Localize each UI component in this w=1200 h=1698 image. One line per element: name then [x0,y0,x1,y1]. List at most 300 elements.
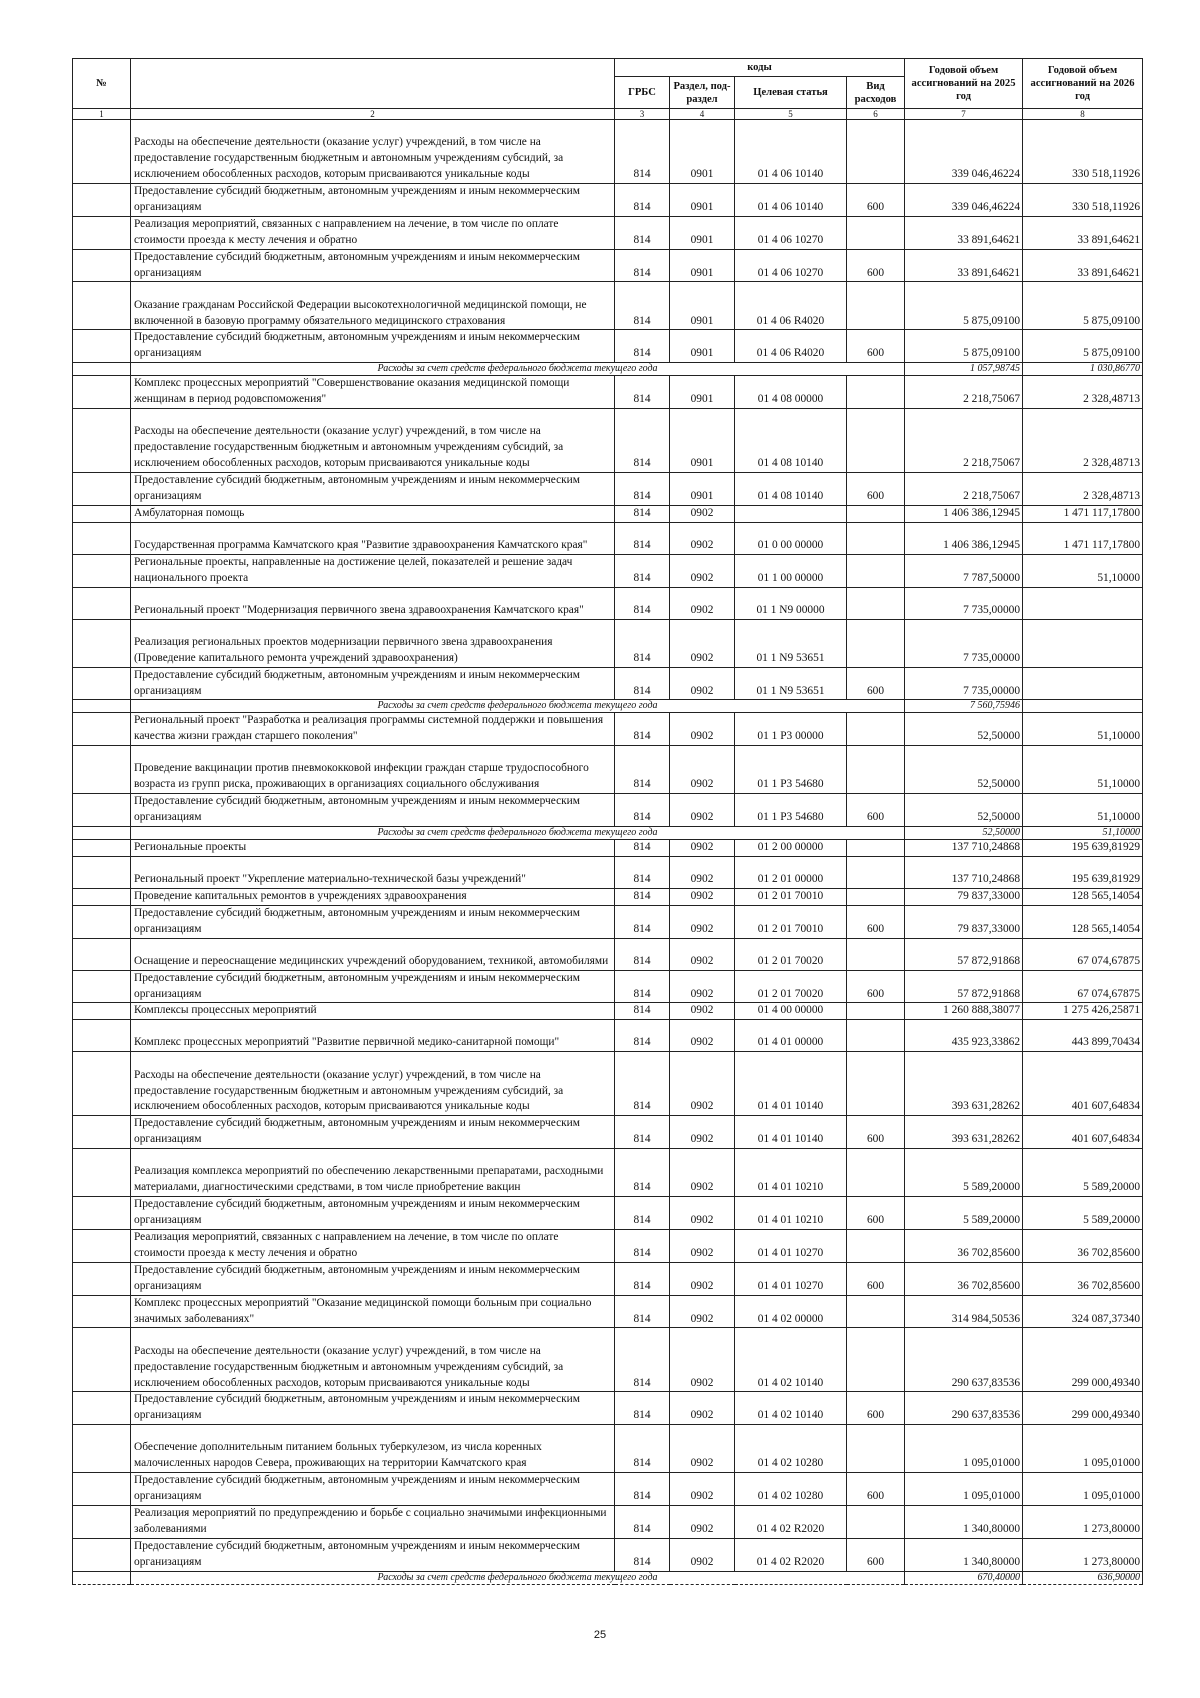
amount-2025-cell: 7 560,75946 [905,700,1023,713]
amount-2026-cell: 330 518,11926 [1023,184,1143,217]
row-number-cell [73,794,131,827]
amount-2025-cell: 5 875,09100 [905,282,1023,330]
amount-2025-cell: 435 923,33862 [905,1020,1023,1052]
amount-2025-cell: 1 340,80000 [905,1538,1023,1571]
table-row [73,667,1143,700]
table-row [73,330,1143,363]
amount-2026-cell: 401 607,64834 [1023,1052,1143,1116]
row-number-cell [73,1425,131,1473]
amount-2026-cell [1023,619,1143,667]
section-cell: 0902 [670,713,735,746]
expense-type-cell [847,856,905,888]
target-article-cell [735,505,847,522]
amount-2026-cell [1023,700,1143,713]
expense-name-cell: Предоставление субсидий бюджетным, автономным учреждениям и иным некоммерческим организациям [131,1197,615,1230]
section-cell: 0902 [670,554,735,587]
amount-2026-cell: 51,10000 [1023,794,1143,827]
table-body [73,120,1143,1585]
expense-name-cell: Реализация мероприятий, связанных с направлением на лечение, в том числе по оплате стоимости проезда к месту лечения и обратно [131,216,615,249]
table-row [73,1538,1143,1571]
row-number-cell [73,938,131,970]
grbs-cell: 814 [615,1425,670,1473]
federal-budget-row [73,1571,1143,1584]
colnum: 2 [131,109,615,120]
colnum: 7 [905,109,1023,120]
expense-name-cell: Реализация региональных проектов модернизации первичного звена здравоохранения (Проведение капитального ремонта учреждений здравоохранения) [131,619,615,667]
section-cell: 0902 [670,888,735,905]
expense-type-cell [847,1506,905,1539]
row-number-cell [73,249,131,282]
federal-budget-label: Расходы за счет средств федерального бюджета текущего года [131,363,905,376]
expense-name-cell: Региональный проект "Укрепление материально-технической базы учреждений" [131,856,615,888]
target-article-cell: 01 4 02 00000 [735,1295,847,1328]
grbs-cell: 814 [615,587,670,619]
header-target: Целевая статья [735,77,847,109]
expense-type-cell: 600 [847,184,905,217]
table-row [73,1262,1143,1295]
table-row [73,505,1143,522]
row-number-cell [73,184,131,217]
section-cell: 0902 [670,970,735,1003]
target-article-cell: 01 2 01 00000 [735,856,847,888]
expense-name-cell: Предоставление субсидий бюджетным, автономным учреждениям и иным некоммерческим организациям [131,1262,615,1295]
expense-name-cell: Государственная программа Камчатского края "Развитие здравоохранения Камчатского края" [131,522,615,554]
amount-2025-cell: 57 872,91868 [905,938,1023,970]
amount-2025-cell: 36 702,85600 [905,1262,1023,1295]
expense-type-cell [847,554,905,587]
section-cell: 0902 [670,505,735,522]
target-article-cell: 01 1 N9 53651 [735,619,847,667]
amount-2026-cell: 1 275 426,25871 [1023,1003,1143,1020]
section-cell: 0902 [670,1425,735,1473]
row-number-cell [73,1052,131,1116]
table-row [73,1230,1143,1263]
target-article-cell: 01 2 01 70010 [735,905,847,938]
expense-name-cell: Амбулаторная помощь [131,505,615,522]
section-cell: 0902 [670,1116,735,1149]
amount-2025-cell: 33 891,64621 [905,216,1023,249]
colnum: 6 [847,109,905,120]
table-row [73,587,1143,619]
federal-budget-label: Расходы за счет средств федерального бюджета текущего года [131,700,905,713]
row-number-cell [73,840,131,857]
table-row [73,376,1143,409]
amount-2025-cell: 137 710,24868 [905,840,1023,857]
expense-type-cell [847,1328,905,1392]
header-vol-2025: Годовой объем ассигнований на 2025 год [905,59,1023,109]
header-grbs: ГРБС [615,77,670,109]
section-cell: 0901 [670,376,735,409]
target-article-cell: 01 4 01 10270 [735,1230,847,1263]
grbs-cell: 814 [615,794,670,827]
target-article-cell: 01 1 N9 53651 [735,667,847,700]
expense-type-cell: 600 [847,667,905,700]
amount-2025-cell: 33 891,64621 [905,249,1023,282]
amount-2026-cell: 2 328,48713 [1023,376,1143,409]
amount-2025-cell: 79 837,33000 [905,905,1023,938]
section-cell: 0902 [670,1262,735,1295]
amount-2025-cell: 137 710,24868 [905,856,1023,888]
expense-type-cell [847,713,905,746]
grbs-cell: 814 [615,330,670,363]
expense-name-cell: Предоставление субсидий бюджетным, автономным учреждениям и иным некоммерческим организациям [131,1116,615,1149]
expense-name-cell: Реализация мероприятий, связанных с направлением на лечение, в том числе по оплате стоимости проезда к месту лечения и обратно [131,1230,615,1263]
expense-type-cell [847,409,905,473]
header-codes: коды [615,59,905,77]
amount-2025-cell: 1 260 888,38077 [905,1003,1023,1020]
target-article-cell: 01 4 02 10140 [735,1328,847,1392]
federal-budget-row [73,700,1143,713]
section-cell: 0902 [670,522,735,554]
row-number-cell [73,888,131,905]
amount-2026-cell: 324 087,37340 [1023,1295,1143,1328]
amount-2026-cell: 636,90000 [1023,1571,1143,1584]
amount-2025-cell: 7 787,50000 [905,554,1023,587]
grbs-cell: 814 [615,249,670,282]
expense-name-cell: Расходы на обеспечение деятельности (оказание услуг) учреждений, в том числе на предоставление государственным бюджетным и автономным учреждениям субсидий, за исключением обособленных расходов, которым присваиваются уникальные коды [131,1328,615,1392]
grbs-cell: 814 [615,282,670,330]
expense-name-cell: Обеспечение дополнительным питанием больных туберкулезом, из числа коренных малочисленных народов Севера, проживающих на территории Камчатского края [131,1425,615,1473]
amount-2026-cell: 51,10000 [1023,746,1143,794]
expense-type-cell: 600 [847,1538,905,1571]
amount-2025-cell: 1 095,01000 [905,1425,1023,1473]
expense-type-cell [847,1149,905,1197]
table-row [73,905,1143,938]
section-cell: 0901 [670,282,735,330]
amount-2026-cell: 33 891,64621 [1023,216,1143,249]
table-row [73,938,1143,970]
grbs-cell: 814 [615,1197,670,1230]
expense-name-cell: Реализация комплекса мероприятий по обеспечению лекарственными препаратами, расходными материалами, диагностическими средствами, в том числе приобретение вакцин [131,1149,615,1197]
row-number-cell [73,505,131,522]
amount-2026-cell: 36 702,85600 [1023,1262,1143,1295]
expense-name-cell: Оказание гражданам Российской Федерации высокотехнологичной медицинской помощи, не включенной в базовую программу обязательного медицинского страхования [131,282,615,330]
section-cell: 0902 [670,1197,735,1230]
amount-2026-cell: 5 589,20000 [1023,1197,1143,1230]
row-number-cell [73,522,131,554]
amount-2026-cell: 1 273,80000 [1023,1506,1143,1539]
expense-name-cell: Реализация мероприятий по предупреждению и борьбе с социально значимыми инфекционными заболеваниями [131,1506,615,1539]
row-number-cell [73,667,131,700]
section-cell: 0902 [670,587,735,619]
amount-2026-cell: 1 095,01000 [1023,1473,1143,1506]
grbs-cell: 814 [615,667,670,700]
target-article-cell: 01 4 02 10280 [735,1473,847,1506]
grbs-cell: 814 [615,888,670,905]
table-row [73,1116,1143,1149]
grbs-cell: 814 [615,840,670,857]
row-number-cell [73,1392,131,1425]
row-number-cell [73,619,131,667]
row-number-cell [73,1230,131,1263]
expense-name-cell: Расходы на обеспечение деятельности (оказание услуг) учреждений, в том числе на предоставление государственным бюджетным и автономным учреждениям субсидий, за исключением обособленных расходов, которым присваиваются уникальные коды [131,409,615,473]
target-article-cell: 01 4 00 00000 [735,1003,847,1020]
amount-2025-cell: 339 046,46224 [905,184,1023,217]
amount-2026-cell: 51,10000 [1023,827,1143,840]
row-number-cell [73,1295,131,1328]
table-row [73,282,1143,330]
budget-table [72,58,1143,1585]
expense-type-cell [847,120,905,184]
section-cell: 0902 [670,667,735,700]
expense-name-cell: Предоставление субсидий бюджетным, автономным учреждениям и иным некоммерческим организациям [131,794,615,827]
section-cell: 0902 [670,1149,735,1197]
expense-type-cell [847,888,905,905]
expense-type-cell [847,282,905,330]
expense-name-cell: Предоставление субсидий бюджетным, автономным учреждениям и иным некоммерческим организациям [131,667,615,700]
amount-2026-cell: 195 639,81929 [1023,856,1143,888]
amount-2025-cell: 1 340,80000 [905,1506,1023,1539]
expense-name-cell: Предоставление субсидий бюджетным, автономным учреждениям и иным некоммерческим организациям [131,1538,615,1571]
amount-2026-cell: 1 273,80000 [1023,1538,1143,1571]
target-article-cell: 01 1 P3 54680 [735,746,847,794]
table-row [73,840,1143,857]
table-row [73,216,1143,249]
expense-name-cell: Предоставление субсидий бюджетным, автономным учреждениям и иным некоммерческим организациям [131,970,615,1003]
expense-name-cell: Комплекс процессных мероприятий "Развитие первичной медико-санитарной помощи" [131,1020,615,1052]
federal-budget-row [73,363,1143,376]
row-number-cell [73,970,131,1003]
colnum: 1 [73,109,131,120]
table-row [73,1003,1143,1020]
section-cell: 0902 [670,1506,735,1539]
expense-type-cell [847,1020,905,1052]
row-number-cell [73,282,131,330]
expense-type-cell: 600 [847,1473,905,1506]
amount-2025-cell: 7 735,00000 [905,667,1023,700]
table-row [73,409,1143,473]
amount-2025-cell: 5 875,09100 [905,330,1023,363]
section-cell: 0902 [670,840,735,857]
row-number-cell [73,700,131,713]
row-number-cell [73,746,131,794]
amount-2025-cell: 670,40000 [905,1571,1023,1584]
table-header [73,59,1143,120]
amount-2026-cell: 51,10000 [1023,554,1143,587]
table-row [73,1020,1143,1052]
target-article-cell: 01 1 N9 00000 [735,587,847,619]
row-number-cell [73,216,131,249]
amount-2026-cell: 195 639,81929 [1023,840,1143,857]
colnum: 4 [670,109,735,120]
target-article-cell: 01 4 06 10270 [735,216,847,249]
target-article-cell: 01 4 06 R4020 [735,330,847,363]
amount-2026-cell: 1 030,86770 [1023,363,1143,376]
target-article-cell: 01 4 06 10140 [735,120,847,184]
expense-type-cell: 600 [847,1392,905,1425]
table-row [73,120,1143,184]
expense-type-cell [847,376,905,409]
table-row [73,1425,1143,1473]
row-number-cell [73,120,131,184]
target-article-cell: 01 1 00 00000 [735,554,847,587]
expense-name-cell: Региональные проекты [131,840,615,857]
amount-2025-cell: 52,50000 [905,746,1023,794]
expense-type-cell: 600 [847,330,905,363]
expense-type-cell: 600 [847,1197,905,1230]
colnum: 8 [1023,109,1143,120]
table-row [73,473,1143,506]
target-article-cell: 01 1 P3 54680 [735,794,847,827]
section-cell: 0902 [670,619,735,667]
table-row [73,1328,1143,1392]
row-number-cell [73,1020,131,1052]
amount-2025-cell: 7 735,00000 [905,587,1023,619]
federal-budget-label: Расходы за счет средств федерального бюджета текущего года [131,1571,905,1584]
header-section: Раздел, под-раздел [670,77,735,109]
section-cell: 0901 [670,184,735,217]
expense-name-cell: Оснащение и переоснащение медицинских учреждений оборудованием, техникой, автомобилями [131,938,615,970]
row-number-cell [73,1262,131,1295]
amount-2025-cell: 57 872,91868 [905,970,1023,1003]
amount-2025-cell: 2 218,75067 [905,376,1023,409]
amount-2025-cell: 393 631,28262 [905,1052,1023,1116]
grbs-cell: 814 [615,1538,670,1571]
amount-2026-cell: 1 471 117,17800 [1023,505,1143,522]
amount-2025-cell: 2 218,75067 [905,473,1023,506]
amount-2026-cell: 1 095,01000 [1023,1425,1143,1473]
table-row [73,746,1143,794]
expense-name-cell: Расходы на обеспечение деятельности (оказание услуг) учреждений, в том числе на предоставление государственным бюджетным и автономным учреждениям субсидий, за исключением обособленных расходов, которым присваиваются уникальные коды [131,120,615,184]
target-article-cell: 01 2 01 70010 [735,888,847,905]
amount-2026-cell: 51,10000 [1023,713,1143,746]
expense-name-cell: Проведение капитальных ремонтов в учреждениях здравоохранения [131,888,615,905]
target-article-cell: 01 4 08 10140 [735,473,847,506]
grbs-cell: 814 [615,1116,670,1149]
section-cell: 0902 [670,1230,735,1263]
amount-2026-cell: 443 899,70434 [1023,1020,1143,1052]
grbs-cell: 814 [615,746,670,794]
grbs-cell: 814 [615,1020,670,1052]
table-row [73,794,1143,827]
amount-2026-cell: 5 875,09100 [1023,330,1143,363]
grbs-cell: 814 [615,970,670,1003]
row-number-cell [73,1571,131,1584]
expense-name-cell: Проведение вакцинации против пневмококковой инфекции граждан старше трудоспособного возраста из групп риска, проживающих в организациях социального обслуживания [131,746,615,794]
grbs-cell: 814 [615,619,670,667]
row-number-cell [73,713,131,746]
amount-2026-cell: 2 328,48713 [1023,473,1143,506]
table-row [73,1149,1143,1197]
amount-2025-cell: 79 837,33000 [905,888,1023,905]
amount-2025-cell: 393 631,28262 [905,1116,1023,1149]
grbs-cell: 814 [615,905,670,938]
expense-type-cell [847,840,905,857]
section-cell: 0902 [670,1392,735,1425]
amount-2026-cell: 299 000,49340 [1023,1328,1143,1392]
grbs-cell: 814 [615,856,670,888]
expense-name-cell: Предоставление субсидий бюджетным, автономным учреждениям и иным некоммерческим организациям [131,905,615,938]
grbs-cell: 814 [615,1506,670,1539]
target-article-cell: 01 2 01 70020 [735,938,847,970]
target-article-cell: 01 4 02 R2020 [735,1506,847,1539]
grbs-cell: 814 [615,1149,670,1197]
section-cell: 0902 [670,1473,735,1506]
target-article-cell: 01 4 08 00000 [735,376,847,409]
expense-name-cell: Предоставление субсидий бюджетным, автономным учреждениям и иным некоммерческим организациям [131,1473,615,1506]
target-article-cell: 01 1 P3 00000 [735,713,847,746]
amount-2025-cell: 36 702,85600 [905,1230,1023,1263]
amount-2025-cell: 5 589,20000 [905,1149,1023,1197]
expense-type-cell [847,216,905,249]
grbs-cell: 814 [615,376,670,409]
page-number: 25 [593,1629,607,1641]
expense-type-cell [847,505,905,522]
colnum: 3 [615,109,670,120]
amount-2026-cell: 401 607,64834 [1023,1116,1143,1149]
amount-2026-cell: 1 471 117,17800 [1023,522,1143,554]
amount-2026-cell [1023,587,1143,619]
header-exptype: Вид расходов [847,77,905,109]
target-article-cell: 01 4 01 00000 [735,1020,847,1052]
budget-sheet [72,58,1142,1585]
section-cell: 0901 [670,120,735,184]
expense-type-cell: 600 [847,1116,905,1149]
section-cell: 0902 [670,856,735,888]
table-row [73,184,1143,217]
row-number-cell [73,1473,131,1506]
target-article-cell: 01 4 06 R4020 [735,282,847,330]
amount-2025-cell: 290 637,83536 [905,1392,1023,1425]
table-row [73,522,1143,554]
table-row [73,1506,1143,1539]
header-name [131,59,615,109]
section-cell: 0902 [670,938,735,970]
amount-2025-cell: 339 046,46224 [905,120,1023,184]
grbs-cell: 814 [615,120,670,184]
grbs-cell: 814 [615,505,670,522]
grbs-cell: 814 [615,522,670,554]
table-row [73,888,1143,905]
target-article-cell: 01 2 01 70020 [735,970,847,1003]
grbs-cell: 814 [615,184,670,217]
grbs-cell: 814 [615,938,670,970]
section-cell: 0901 [670,409,735,473]
table-row [73,619,1143,667]
header-num: № [73,59,131,109]
amount-2026-cell: 36 702,85600 [1023,1230,1143,1263]
section-cell: 0902 [670,746,735,794]
row-number-cell [73,856,131,888]
grbs-cell: 814 [615,554,670,587]
section-cell: 0902 [670,1003,735,1020]
amount-2025-cell: 290 637,83536 [905,1328,1023,1392]
table-row [73,856,1143,888]
expense-type-cell [847,1425,905,1473]
grbs-cell: 814 [615,1052,670,1116]
amount-2025-cell: 5 589,20000 [905,1197,1023,1230]
expense-type-cell [847,1003,905,1020]
expense-type-cell: 600 [847,905,905,938]
row-number-cell [73,1328,131,1392]
grbs-cell: 814 [615,1003,670,1020]
row-number-cell [73,1149,131,1197]
expense-name-cell: Комплексы процессных мероприятий [131,1003,615,1020]
row-number-cell [73,827,131,840]
expense-name-cell: Региональный проект "Модернизация первичного звена здравоохранения Камчатского края" [131,587,615,619]
row-number-cell [73,905,131,938]
target-article-cell: 01 2 00 00000 [735,840,847,857]
table-row [73,1197,1143,1230]
expense-name-cell: Предоставление субсидий бюджетным, автономным учреждениям и иным некоммерческим организациям [131,184,615,217]
amount-2025-cell: 1 057,98745 [905,363,1023,376]
amount-2026-cell: 67 074,67875 [1023,938,1143,970]
target-article-cell: 01 4 06 10140 [735,184,847,217]
expense-type-cell [847,1052,905,1116]
expense-name-cell: Комплекс процессных мероприятий "Оказание медицинской помощи больным при социально значимых заболеваниях" [131,1295,615,1328]
expense-type-cell: 600 [847,1262,905,1295]
section-cell: 0902 [670,1328,735,1392]
